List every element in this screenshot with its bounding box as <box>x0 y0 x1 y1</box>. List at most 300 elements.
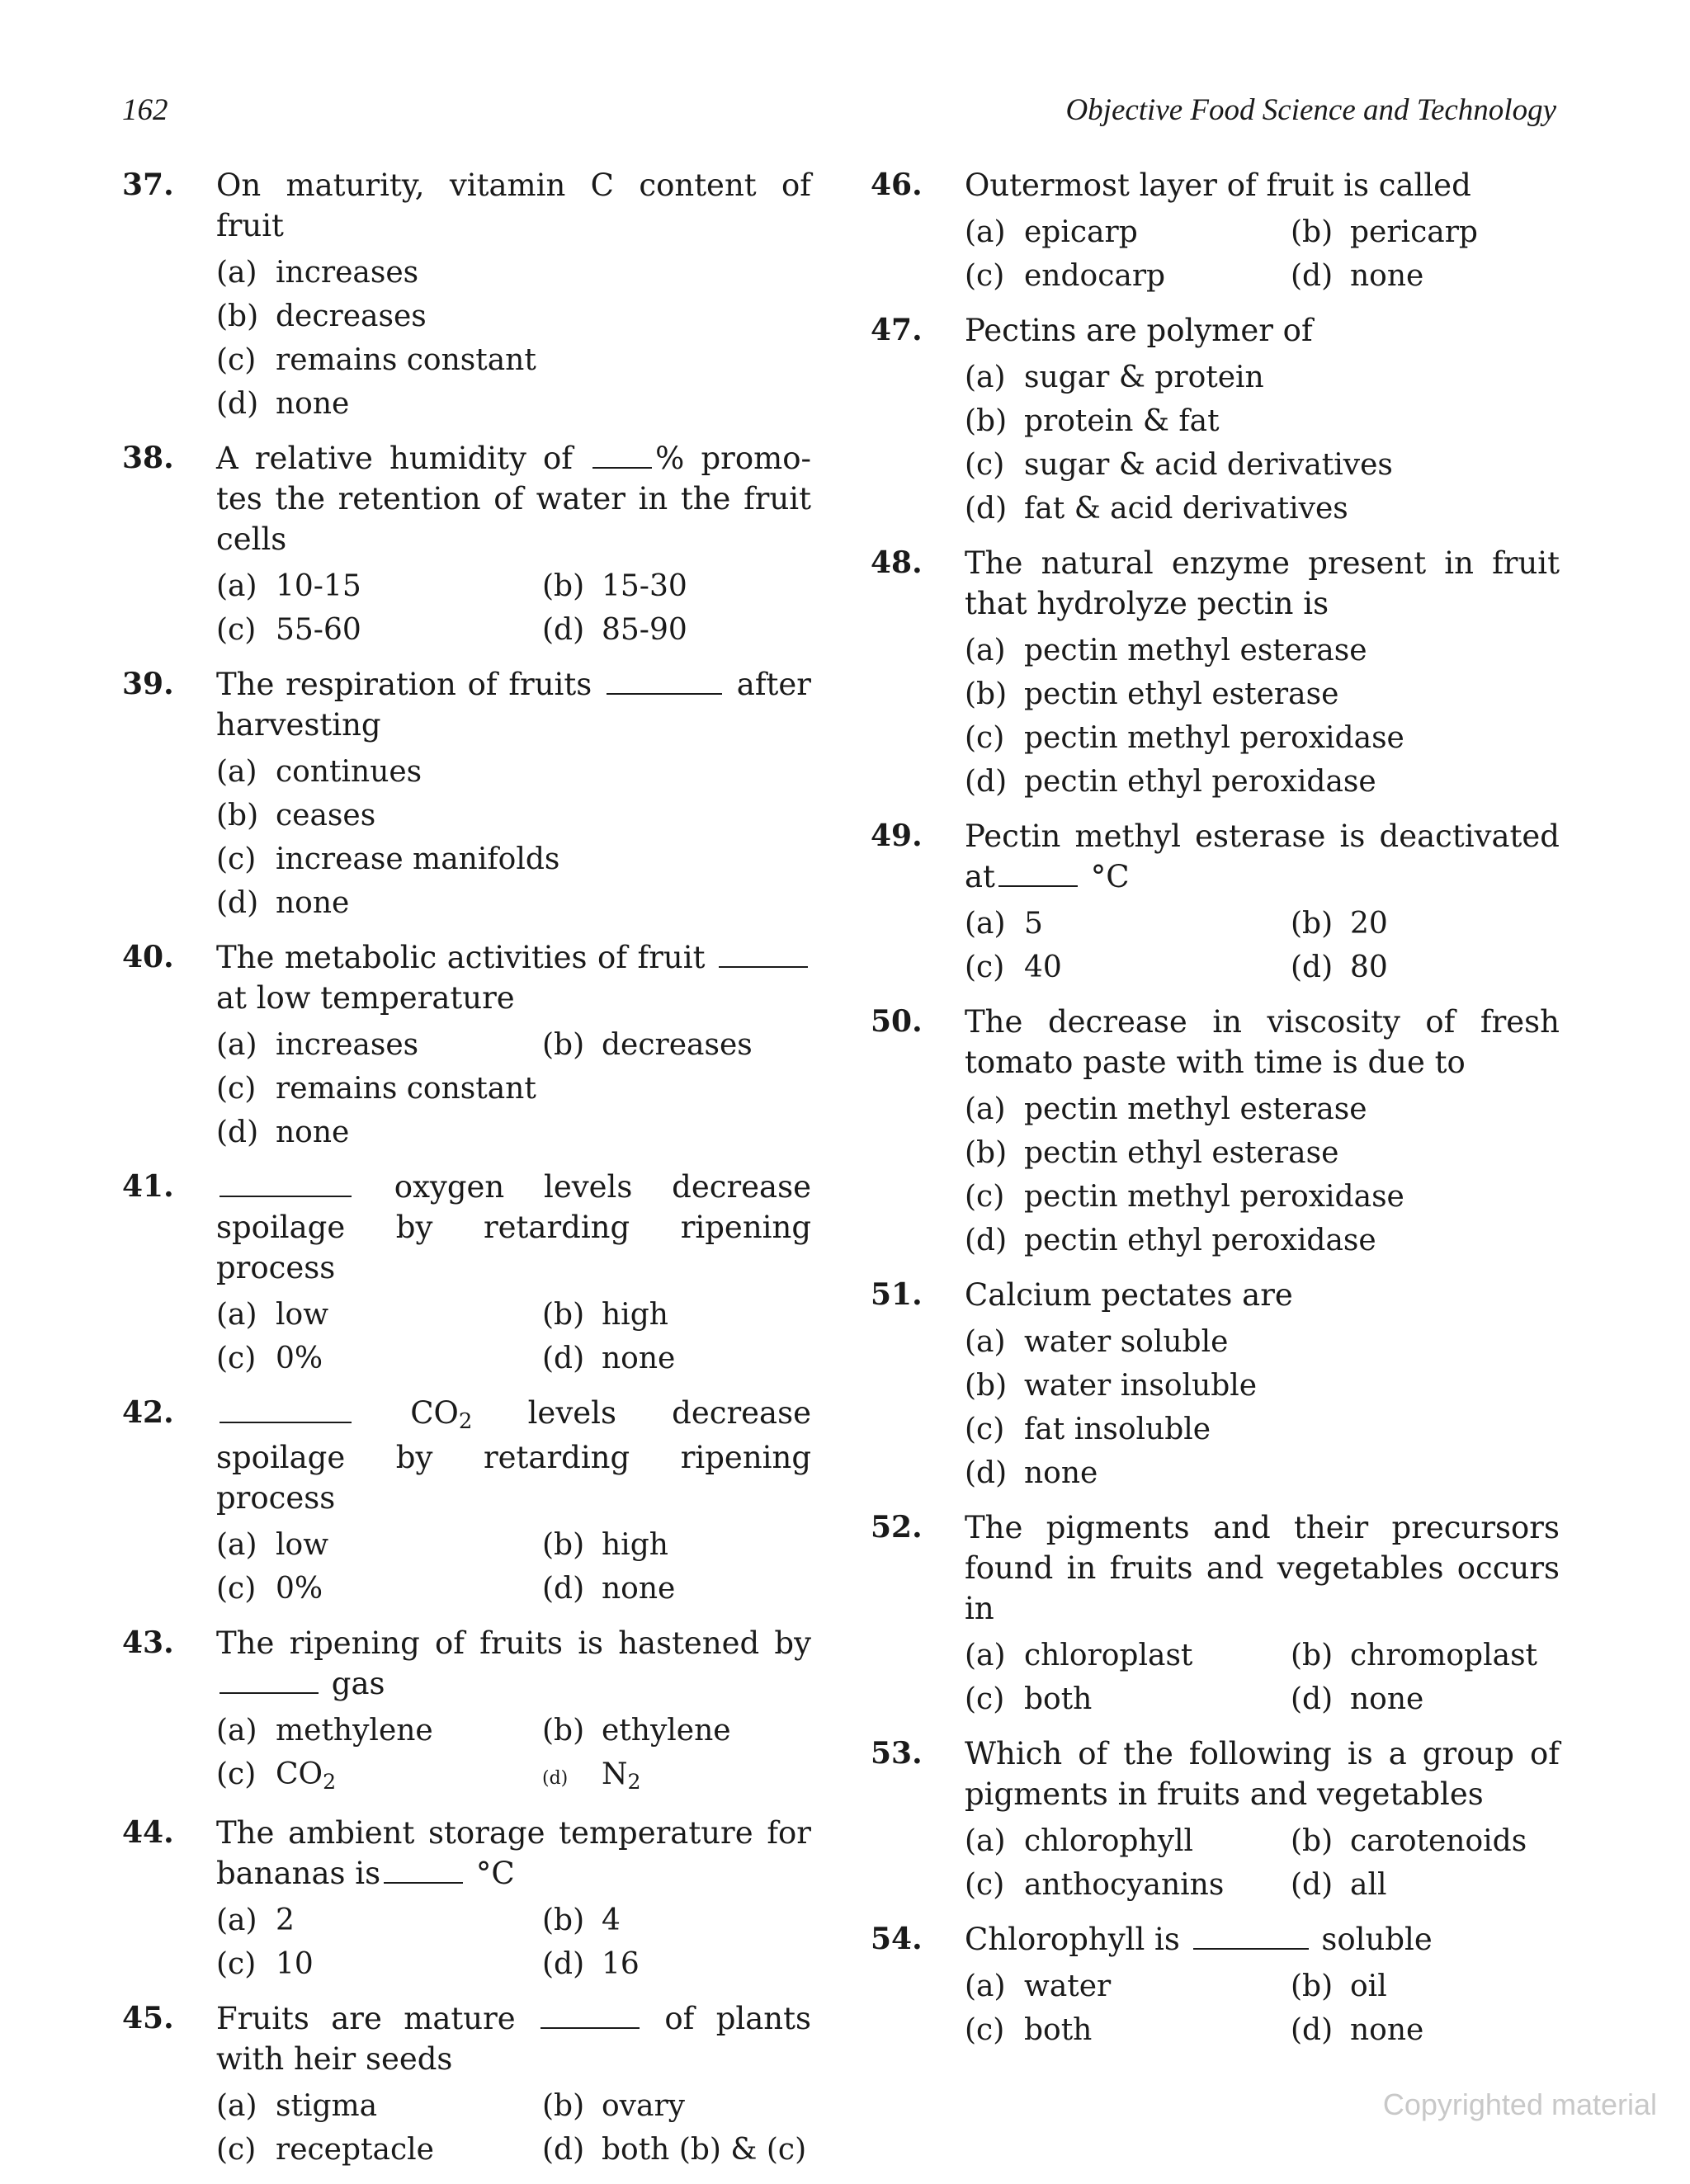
question-text <box>965 816 1560 897</box>
option-label: (b) <box>1291 907 1334 941</box>
question-text <box>965 1507 1560 1629</box>
options <box>216 750 811 925</box>
question <box>871 1919 1560 2052</box>
option-label: (d) <box>1291 1868 1334 1902</box>
option-label: (c) <box>216 1572 257 1606</box>
question-number: 42. <box>122 1395 174 1430</box>
option-text: ovary <box>602 2089 686 2123</box>
question <box>122 165 811 426</box>
option-row <box>965 902 1560 946</box>
question-number: 39. <box>122 667 174 701</box>
option-text: 55-60 <box>276 613 361 647</box>
question <box>871 543 1560 804</box>
answer-blank <box>607 668 722 695</box>
option <box>542 1337 675 1380</box>
text-part: % promo-tes the retention of water in the fruit cells <box>216 441 811 557</box>
options <box>216 1293 811 1380</box>
option <box>965 760 1560 804</box>
question-text <box>216 438 811 559</box>
option <box>965 1131 1560 1175</box>
option-text: sugar & acid derivatives <box>1024 448 1393 482</box>
option-label: (b) <box>542 1714 585 1748</box>
option-label: (a) <box>216 755 257 789</box>
option <box>216 1567 542 1611</box>
option-row <box>965 1634 1560 1677</box>
question-body <box>965 1507 1560 1721</box>
page-header <box>122 92 1556 134</box>
option <box>965 1364 1560 1408</box>
option-label: (b) <box>216 300 259 333</box>
option <box>542 2084 685 2128</box>
option-row <box>965 1819 1560 1863</box>
option-text: CO <box>276 1757 323 1791</box>
option-text: pectin ethyl peroxidase <box>1024 765 1376 799</box>
option <box>965 1634 1291 1677</box>
options <box>216 2084 811 2172</box>
option-row <box>216 1709 811 1752</box>
option-label: (d) <box>542 1342 585 1375</box>
option-text: none <box>602 1572 676 1606</box>
option-row <box>216 1023 811 1067</box>
option-text: decreases <box>602 1028 753 1062</box>
option-row <box>216 564 811 608</box>
question-text <box>965 1734 1560 1814</box>
option <box>965 356 1560 399</box>
option-label: (b) <box>1291 1824 1334 1858</box>
option <box>1291 946 1388 989</box>
option <box>216 881 811 925</box>
question <box>871 1002 1560 1262</box>
question-body <box>965 1919 1560 2052</box>
option-text: ethylene <box>602 1714 731 1748</box>
text-part: of plants with heir seeds <box>216 2001 811 2077</box>
option-row <box>216 1942 811 1986</box>
option-label: (a) <box>965 1639 1006 1672</box>
option-label: (b) <box>542 1528 585 1562</box>
answer-blank <box>220 1667 319 1694</box>
option <box>542 608 687 652</box>
option-row <box>216 1752 811 1800</box>
option-text: both <box>1024 2013 1093 2047</box>
option <box>1291 2008 1423 2052</box>
option-label: (b) <box>542 1298 585 1332</box>
option-text: receptacle <box>276 2133 434 2167</box>
option-label: (d) <box>1291 950 1334 984</box>
option-text: chlorophyll <box>1024 1824 1194 1858</box>
option-text: 15-30 <box>602 569 687 603</box>
option-label: (c) <box>965 259 1005 293</box>
question-text <box>965 165 1560 205</box>
option-text: pectin methyl peroxidase <box>1024 1180 1404 1214</box>
option-text: both (b) & (c) <box>602 2133 807 2167</box>
option-row <box>216 2128 811 2172</box>
option-text: water insoluble <box>1024 1369 1258 1403</box>
left-column <box>122 165 811 2184</box>
option <box>965 1320 1560 1364</box>
option-text: none <box>276 886 350 920</box>
option-text: 10-15 <box>276 569 361 603</box>
option-row <box>965 254 1560 298</box>
text-part: Chlorophyll is <box>965 1922 1190 1957</box>
question-body <box>965 816 1560 989</box>
question-number: 54. <box>871 1922 923 1956</box>
option-label: (d) <box>216 1116 259 1149</box>
option-text: epicarp <box>1024 215 1138 249</box>
option-label: (c) <box>216 842 257 876</box>
option-label: (b) <box>965 404 1008 438</box>
question-text <box>965 1275 1560 1315</box>
option-text: none <box>1024 1456 1098 1490</box>
option <box>965 2008 1291 2052</box>
option-row <box>965 946 1560 989</box>
option <box>965 1965 1291 2008</box>
option <box>542 1899 621 1942</box>
question-number: 40. <box>122 940 174 974</box>
option <box>965 672 1560 716</box>
question-text <box>216 1813 811 1894</box>
option-label: (a) <box>965 1969 1006 2003</box>
option-row <box>965 2008 1560 2052</box>
option-label: (a) <box>216 1903 257 1937</box>
option-label: (c) <box>965 1868 1005 1902</box>
options <box>216 564 811 652</box>
question-number: 38. <box>122 441 174 475</box>
option <box>542 1709 731 1752</box>
option-label: (c) <box>216 1757 257 1791</box>
option <box>542 1293 668 1337</box>
option <box>965 1863 1291 1907</box>
option-text: carotenoids <box>1350 1824 1527 1858</box>
option <box>542 1023 753 1067</box>
option <box>216 794 811 837</box>
answer-blank <box>384 1857 463 1884</box>
option-text: pectin ethyl esterase <box>1024 1136 1339 1170</box>
option-text: stigma <box>276 2089 378 2123</box>
option-label: (b) <box>965 1369 1008 1403</box>
option <box>965 1219 1560 1262</box>
text-part: gas <box>322 1666 385 1701</box>
options <box>965 1634 1560 1721</box>
text-part: oxygen levels decrease spoilage by retarding ripening process <box>216 1169 811 1285</box>
option <box>965 629 1560 672</box>
option <box>216 1111 811 1154</box>
option-row <box>216 608 811 652</box>
options <box>216 1709 811 1800</box>
text-part: Outermost layer of fruit is called <box>965 167 1471 203</box>
text-part: Calcium pectates are <box>965 1277 1293 1313</box>
option-label: (c) <box>965 448 1005 482</box>
question <box>122 664 811 925</box>
option-row <box>965 1863 1560 1907</box>
option <box>216 1523 542 1567</box>
option-text: water soluble <box>1024 1325 1229 1359</box>
option <box>965 210 1291 254</box>
option <box>216 1709 542 1752</box>
option <box>542 1752 641 1800</box>
question-body <box>216 165 811 426</box>
question <box>122 1998 811 2172</box>
question <box>871 1507 1560 1721</box>
question-body <box>965 1002 1560 1262</box>
option-text: pectin methyl esterase <box>1024 634 1367 667</box>
option <box>216 251 811 295</box>
option <box>542 564 687 608</box>
option-text: remains constant <box>276 343 536 377</box>
option <box>216 564 542 608</box>
option <box>965 1451 1560 1495</box>
option-text: remains constant <box>276 1072 536 1106</box>
text-part: The respiration of fruits <box>216 667 604 702</box>
option <box>1291 254 1423 298</box>
option-text: pectin ethyl esterase <box>1024 677 1339 711</box>
option <box>965 1677 1291 1721</box>
question-body <box>965 310 1560 531</box>
option <box>965 716 1560 760</box>
question-number: 45. <box>122 2001 174 2035</box>
option-label: (d) <box>542 1768 569 1789</box>
question-number: 46. <box>871 167 923 202</box>
question <box>122 1813 811 1986</box>
option <box>542 1942 640 1986</box>
options <box>965 902 1560 989</box>
option <box>965 399 1560 443</box>
question-text <box>965 543 1560 624</box>
text-part: CO <box>355 1395 459 1431</box>
option <box>1291 1634 1537 1677</box>
option-label: (b) <box>965 677 1008 711</box>
option-label: (b) <box>542 1903 585 1937</box>
option-text: 0% <box>276 1572 323 1606</box>
option-label: (d) <box>965 765 1008 799</box>
text-part: after harvesting <box>216 667 811 743</box>
option <box>542 1567 675 1611</box>
option-row <box>965 1677 1560 1721</box>
page-number: 162 <box>122 93 168 127</box>
question-body <box>965 1275 1560 1495</box>
question-body <box>965 1734 1560 1907</box>
option <box>965 1408 1560 1451</box>
option-label: (c) <box>965 2013 1005 2047</box>
option-row <box>216 1337 811 1380</box>
answer-blank <box>541 2002 640 2029</box>
option-label: (d) <box>216 886 259 920</box>
option <box>965 902 1291 946</box>
text-part: soluble <box>1311 1922 1433 1957</box>
option <box>216 382 811 426</box>
option <box>216 608 542 652</box>
option <box>216 1293 542 1337</box>
question-text <box>216 1998 811 2079</box>
option <box>965 1819 1291 1863</box>
option <box>965 946 1291 989</box>
option-text: methylene <box>276 1714 433 1748</box>
option-label: (b) <box>216 799 259 833</box>
text-part: The ripening of fruits is hastened by <box>216 1625 811 1661</box>
question-number: 52. <box>871 1510 923 1545</box>
watermark: Copyrighted material <box>1382 2087 1657 2121</box>
option-row <box>216 1523 811 1567</box>
option-text: none <box>276 387 350 421</box>
option <box>216 2128 542 2172</box>
text-part: °C <box>1080 859 1130 894</box>
option-label: (c) <box>216 2133 257 2167</box>
question-body <box>216 438 811 652</box>
option-label: (a) <box>965 907 1006 941</box>
option-label: (c) <box>965 950 1005 984</box>
question-number: 43. <box>122 1625 174 1660</box>
option-text: 10 <box>276 1947 314 1981</box>
option-label: (a) <box>216 256 257 290</box>
option-label: (b) <box>542 2089 585 2123</box>
options <box>216 1523 811 1611</box>
option-label: (b) <box>1291 215 1334 249</box>
option <box>1291 1965 1387 2008</box>
option-text: fat insoluble <box>1024 1413 1211 1446</box>
option-text: endocarp <box>1024 259 1166 293</box>
option-text: 5 <box>1024 907 1043 941</box>
question <box>871 816 1560 989</box>
answer-blank <box>592 442 652 469</box>
option-text: 85-90 <box>602 613 687 647</box>
book-title: Objective Food Science and Technology <box>1065 93 1556 127</box>
question-body <box>965 165 1560 298</box>
option-label: (d) <box>1291 1682 1334 1716</box>
question <box>871 1734 1560 1907</box>
option-row <box>216 2084 811 2128</box>
question-text <box>965 1919 1560 1960</box>
question-number: 49. <box>871 818 923 853</box>
option-text: high <box>602 1528 668 1562</box>
option-text: chromoplast <box>1350 1639 1538 1672</box>
option <box>216 1752 542 1800</box>
question <box>122 1623 811 1800</box>
option <box>216 1942 542 1986</box>
question-text <box>965 310 1560 351</box>
question <box>122 438 811 652</box>
option-label: (c) <box>965 1413 1005 1446</box>
option-label: (b) <box>542 1028 585 1062</box>
option-text: 0% <box>276 1342 323 1375</box>
option <box>1291 1819 1527 1863</box>
option-row <box>216 1899 811 1942</box>
options <box>965 629 1560 804</box>
options <box>965 356 1560 531</box>
option-label: (c) <box>216 613 257 647</box>
question <box>871 165 1560 298</box>
option-text: pectin methyl esterase <box>1024 1092 1367 1126</box>
option <box>965 1175 1560 1219</box>
option-label: (a) <box>216 1528 257 1562</box>
subscript: 2 <box>627 1770 641 1794</box>
text-part: Which of the following is a group of pigments in fruits and vegetables <box>965 1736 1560 1812</box>
option-label: (d) <box>216 387 259 421</box>
question-text <box>216 1167 811 1288</box>
option-label: (a) <box>965 1325 1006 1359</box>
option-label: (a) <box>965 361 1006 394</box>
text-part: levels decrease spoilage by retarding ripening process <box>216 1395 811 1516</box>
option <box>216 837 811 881</box>
option-text: increase manifolds <box>276 842 560 876</box>
option-text: continues <box>276 755 422 789</box>
option-label: (c) <box>965 721 1005 755</box>
option-text: 20 <box>1350 907 1388 941</box>
option-label: (a) <box>965 1824 1006 1858</box>
option-label: (a) <box>216 1714 257 1748</box>
right-column <box>871 165 1560 2064</box>
option-label: (b) <box>965 1136 1008 1170</box>
options <box>965 210 1560 298</box>
question <box>871 1275 1560 1495</box>
option-text: water <box>1024 1969 1112 2003</box>
option-text: decreases <box>276 300 427 333</box>
option-text: N <box>602 1757 628 1791</box>
question-number: 47. <box>871 313 923 347</box>
text-part: Pectin methyl esterase is deactivated at <box>965 818 1560 894</box>
option <box>965 254 1291 298</box>
option-text: sugar & protein <box>1024 361 1264 394</box>
option-row <box>965 210 1560 254</box>
option-text: pericarp <box>1350 215 1478 249</box>
question-text <box>216 937 811 1018</box>
question-body <box>216 1623 811 1800</box>
option-text: none <box>1350 259 1424 293</box>
option <box>216 1337 542 1380</box>
option-text: increases <box>276 1028 419 1062</box>
subscript: 2 <box>323 1770 337 1794</box>
option-label: (d) <box>1291 259 1334 293</box>
option-text: 40 <box>1024 950 1062 984</box>
option <box>216 1067 811 1111</box>
text-part: The pigments and their precursors found in fruits and vegetables occurs in <box>965 1510 1560 1626</box>
option-label: (d) <box>965 1456 1008 1490</box>
option-label: (a) <box>216 569 257 603</box>
option <box>216 338 811 382</box>
option-text: pectin ethyl peroxidase <box>1024 1224 1376 1257</box>
options <box>216 251 811 426</box>
option-text: pectin methyl peroxidase <box>1024 721 1404 755</box>
options <box>965 1087 1560 1262</box>
question-number: 48. <box>871 545 923 580</box>
option-label: (d) <box>965 1224 1008 1257</box>
subscript: 2 <box>458 1409 473 1434</box>
option-label: (d) <box>1291 2013 1334 2047</box>
option-text: 80 <box>1350 950 1388 984</box>
question-number: 44. <box>122 1815 174 1850</box>
question-number: 41. <box>122 1169 174 1204</box>
text-part: The natural enzyme present in fruit that hydrolyze pectin is <box>965 545 1560 621</box>
option-text: anthocyanins <box>1024 1868 1225 1902</box>
question <box>122 1167 811 1380</box>
option-text: chloroplast <box>1024 1639 1193 1672</box>
text-part: On maturity, vitamin C content of fruit <box>216 167 811 243</box>
answer-blank <box>719 941 808 968</box>
question-body <box>216 1998 811 2172</box>
options <box>965 1320 1560 1495</box>
question <box>122 937 811 1154</box>
question-body <box>216 664 811 925</box>
option-text: none <box>276 1116 350 1149</box>
question-body <box>216 937 811 1154</box>
option-text: 2 <box>276 1903 295 1937</box>
options <box>216 1023 811 1154</box>
question-body <box>965 543 1560 804</box>
question-text <box>216 1623 811 1704</box>
option-label: (d) <box>542 613 585 647</box>
option-text: none <box>1350 2013 1424 2047</box>
option-text: fat & acid derivatives <box>1024 492 1348 526</box>
question-number: 53. <box>871 1736 923 1771</box>
option-label: (d) <box>542 2133 585 2167</box>
